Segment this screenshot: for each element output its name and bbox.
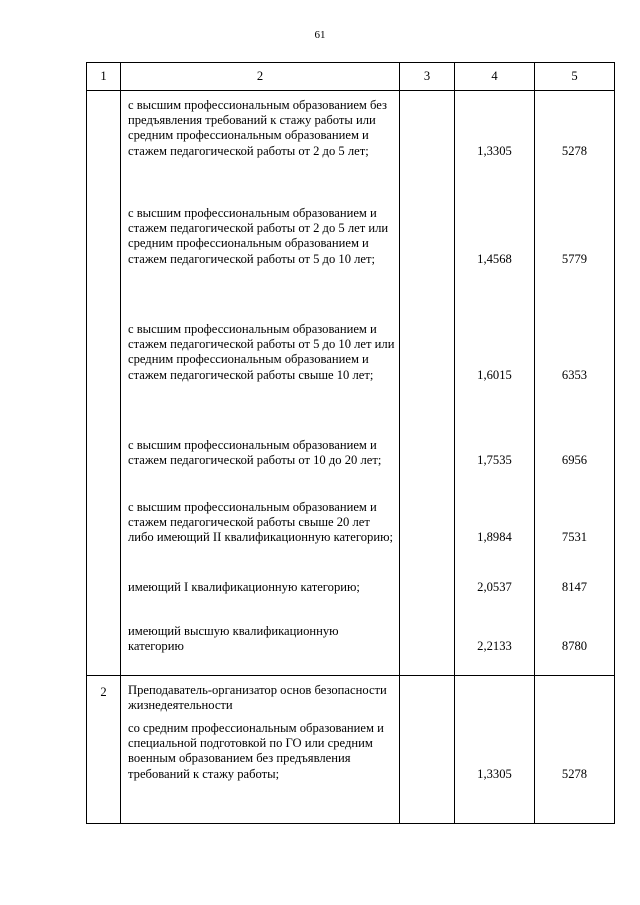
entry-text: со средним профессиональным образованием и специальной подготовкой по ГО или средним военным образованием без предъявления требований к стажу работы; [128,721,384,781]
amount-value: 8780 [561,639,588,654]
amount-value: 8147 [561,580,588,594]
coefficient-value: 2,0537 [477,580,512,594]
description-cell [121,91,400,676]
entry-text: с высшим профессиональным образованием и стажем педагогической работы свыше 20 лет либо имеющий II квалификационную категорию; [128,500,393,545]
row-number [87,91,121,676]
description-cell [121,676,400,824]
amount-cell [535,676,615,824]
salary-table [86,62,615,824]
entry-text: с высшим профессиональным образованием и стажем педагогической работы от 5 до 10 лет или средним профессиональным образованием и стажем педагогической работы свыше 10 лет; [128,322,395,382]
header-col-5: 5 [535,63,615,91]
entry-text: с высшим профессиональным образованием и стажем педагогической работы от 2 до 5 лет или средним профессиональным образованием и стажем педагогической работы от 5 до 10 лет; [128,206,389,266]
amount-value: 5278 [561,766,588,781]
coefficient-value: 2,2133 [477,639,512,654]
entry-text: имеющий высшую квалификационную категорию [128,624,339,654]
table-row [87,91,615,676]
header-col-4: 4 [455,63,535,91]
coefficient-value: 1,3305 [477,766,512,781]
coefficient-cell [455,91,535,676]
header-col-1: 1 [87,63,121,91]
header-row [87,63,615,91]
row-number: 2 [87,676,121,824]
page-number: 61 [314,29,326,41]
amount-value: 5278 [561,143,588,158]
entry-text: Преподаватель-организатор основ безопасности жизнедеятельности [128,683,387,713]
col-3-cell [400,91,455,676]
amount-value: 5779 [561,251,588,266]
amount-value: 6353 [561,367,588,382]
entry-text: имеющий I квалификационную категорию; [128,580,360,594]
col-3-cell [400,676,455,824]
coefficient-value: 1,6015 [477,367,512,382]
coefficient-value: 1,8984 [477,530,512,545]
coefficient-value: 1,4568 [477,251,512,266]
table-row [87,676,615,824]
amount-cell [535,91,615,676]
entry-text: с высшим профессиональным образованием и стажем педагогической работы от 10 до 20 лет; [128,438,382,468]
coefficient-value: 1,7535 [477,453,512,468]
coefficient-value: 1,3305 [477,143,512,158]
amount-value: 6956 [561,453,588,468]
amount-value: 7531 [561,530,588,545]
entry-text: с высшим профессиональным образованием без предъявления требований к стажу работы или средним профессиональным образованием и стажем педагогической работы от 2 до 5 лет; [128,98,387,158]
header-col-3: 3 [400,63,455,91]
header-col-2: 2 [121,63,400,91]
coefficient-cell [455,676,535,824]
